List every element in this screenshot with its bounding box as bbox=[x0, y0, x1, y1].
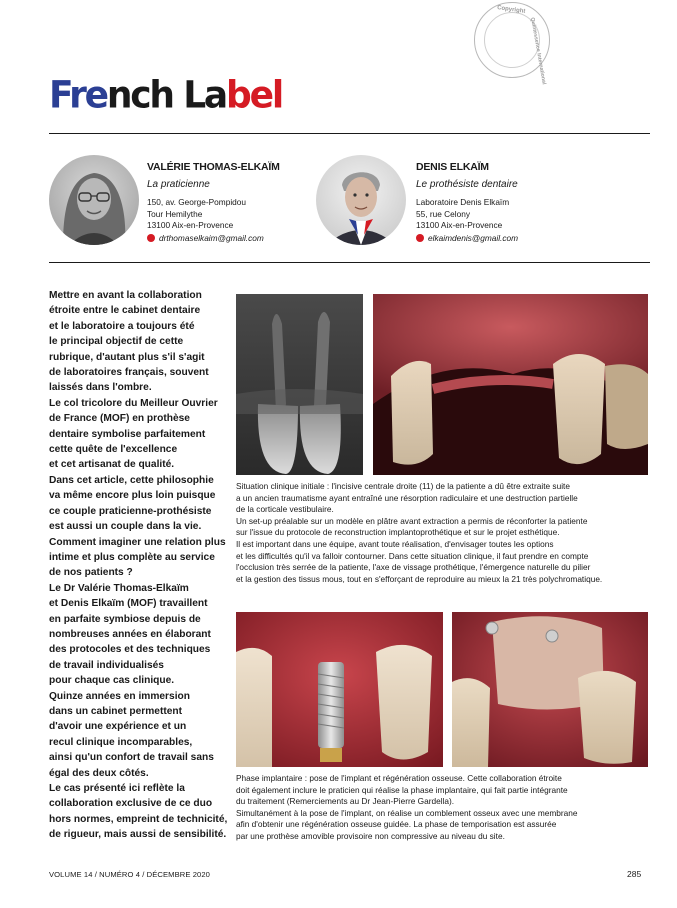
caption-line: Situation clinique initiale : l'incisive centrale droite (11) de la patiente a dû être extraite suite bbox=[236, 481, 570, 491]
lead-line: est aussi un couple dans la vie. bbox=[49, 521, 202, 533]
lead-line: et Denis Elkaïm (MOF) travaillent bbox=[49, 598, 208, 610]
lead-line: égal des deux côtés. bbox=[49, 767, 149, 779]
caption-line: Simultanément à la pose de l'implant, on réalise un comblement osseux avec une membrane bbox=[236, 807, 578, 818]
lead-line: hors normes, empreint de technicité, bbox=[49, 813, 228, 825]
lead-line: d'avoir une expérience et un bbox=[49, 721, 187, 733]
caption-line: a un ancien traumatisme ayant entraîné une résorption radiculaire et une destruction partielle bbox=[236, 492, 578, 503]
lead-line: recul clinique incomparables, bbox=[49, 736, 193, 748]
lead-line: Le cas présenté ici reflète la bbox=[49, 783, 185, 794]
lead-line: Quinze années en immersion bbox=[49, 690, 190, 702]
lead-line: ainsi qu'un confort de travail sans bbox=[49, 752, 214, 764]
caption-line: doit également inclure le praticien qui réalise la phase implantaire, qui fait partie intégrante bbox=[236, 784, 568, 795]
lead-line: Le Dr Valérie Thomas-Elkaïm bbox=[49, 582, 189, 594]
author-photo-valerie bbox=[49, 155, 139, 245]
lead-paragraph bbox=[49, 288, 234, 843]
author-address: Laboratoire Denis Elkaïm 55, rue Celony 13100 Aix-en-Provence bbox=[416, 197, 510, 230]
caption-line: afin d'obtenir une régénération osseuse guidée. La phase de temporisation est assurée bbox=[236, 819, 557, 830]
copyright-stamp bbox=[474, 2, 550, 86]
lead-line: Dans cet article, cette philosophie bbox=[49, 474, 214, 486]
footer-issue: VOLUME 14 / NUMÉRO 4 / DÉCEMBRE 2020 bbox=[49, 870, 211, 879]
caption-line: Phase implantaire : pose de l'implant et régénération osseuse. Cette collaboration étroite bbox=[236, 773, 562, 783]
author-role: La praticienne bbox=[147, 179, 210, 190]
authors-rule bbox=[49, 262, 650, 263]
author-name: VALÉRIE THOMAS-ELKAÏM bbox=[147, 161, 280, 173]
caption-line: par une prothèse amovible provisoire non compressive au niveau du site. bbox=[236, 830, 505, 841]
lead-line: de rigueur, mais aussi de sensibilité. bbox=[49, 829, 227, 841]
author-email[interactable]: elkaimdenis@gmail.com bbox=[416, 233, 518, 243]
lead-line: en parfaite symbiose depuis de bbox=[49, 613, 201, 625]
lead-line: des protocoles et des techniques bbox=[49, 644, 211, 656]
caption-line: Il est important dans une équipe, avant toute réalisation, d'envisager toutes les options bbox=[236, 538, 554, 549]
caption-line: et la gestion des tissus mous, tout en s'efforçant de reproduire au mieux la 21 très polychromatique. bbox=[236, 573, 603, 584]
email-dot-icon bbox=[416, 234, 424, 242]
lead-line: de travail individualisés bbox=[49, 659, 164, 671]
caption-line: de la corticale vestibulaire. bbox=[236, 504, 334, 515]
lead-line: Le col tricolore du Meilleur Ouvrier bbox=[49, 397, 218, 409]
lead-line: nombreuses années en élaborant bbox=[49, 628, 211, 640]
title-rule bbox=[49, 133, 650, 134]
lead-line: dentaire symbolise parfaitement bbox=[49, 428, 206, 440]
page-title: French Label bbox=[49, 73, 282, 117]
lead-line: et cet artisanat de qualité. bbox=[49, 459, 175, 471]
caption-line: du traitement (Remerciements au Dr Jean-Pierre Gardella). bbox=[236, 796, 455, 807]
lead-line: cette quête de l'excellence bbox=[49, 444, 178, 456]
stamp-text-top: Copyright bbox=[496, 5, 526, 15]
lead-line: Comment imaginer une relation plus bbox=[49, 536, 226, 548]
lead-line: pour chaque cas clinique. bbox=[49, 675, 175, 687]
photo-radiograph bbox=[236, 294, 363, 475]
caption-clinical-situation bbox=[236, 481, 650, 585]
stamp-text-side: Quintessence International bbox=[529, 17, 547, 86]
lead-line: de laboratoires français, souvent bbox=[49, 367, 209, 379]
lead-line: rubrique, d'autant plus s'il s'agit bbox=[49, 351, 205, 363]
caption-line: l'occlusion très serrée de la patiente, l'axe de vissage prothétique, l'émergence naturelle du pilier bbox=[236, 562, 591, 573]
author-email[interactable]: drthomaselkaim@gmail.com bbox=[147, 233, 264, 243]
lead-line: collaboration exclusive de ce duo bbox=[49, 798, 213, 810]
lead-line: le principal objectif de cette bbox=[49, 336, 184, 348]
lead-line: intime et plus complète au service bbox=[49, 551, 215, 563]
lead-line: laissés dans l'ombre. bbox=[49, 382, 152, 394]
lead-line: Mettre en avant la collaboration bbox=[49, 290, 202, 301]
author-photo-denis bbox=[316, 155, 406, 245]
lead-line: de nos patients ? bbox=[49, 567, 133, 579]
lead-line: dans un cabinet permettent bbox=[49, 705, 183, 717]
author-name: DENIS ELKAÏM bbox=[416, 161, 489, 173]
photo-bone-regeneration bbox=[452, 612, 648, 767]
caption-line: Un set-up préalable sur un modèle en plâtre avant extraction a permis de réconforter la patiente bbox=[236, 515, 588, 526]
lead-line: étroite entre le cabinet dentaire bbox=[49, 305, 201, 317]
lead-line: ce couple praticienne-prothésiste bbox=[49, 505, 212, 517]
photo-clinical-situation bbox=[373, 294, 648, 475]
caption-implant-phase bbox=[236, 773, 650, 843]
author-role: Le prothésiste dentaire bbox=[416, 179, 518, 190]
lead-line: et le laboratoire a toujours été bbox=[49, 320, 195, 332]
lead-line: va même encore plus loin puisque bbox=[49, 490, 216, 502]
page-number: 285 bbox=[627, 869, 642, 879]
caption-line: sur l'issue du protocole de reconstruction implantoprothétique et sur le projet esthétique. bbox=[236, 527, 560, 538]
caption-line: et les difficultés qu'il va falloir contourner. Dans cette situation clinique, il faut prendre en compte bbox=[236, 550, 589, 561]
email-dot-icon bbox=[147, 234, 155, 242]
author-address: 150, av. George-Pompidou Tour Hemilythe 13100 Aix-en-Provence bbox=[147, 197, 247, 230]
lead-line: de France (MOF) en prothèse bbox=[49, 413, 190, 425]
photo-implant-placement bbox=[236, 612, 443, 767]
